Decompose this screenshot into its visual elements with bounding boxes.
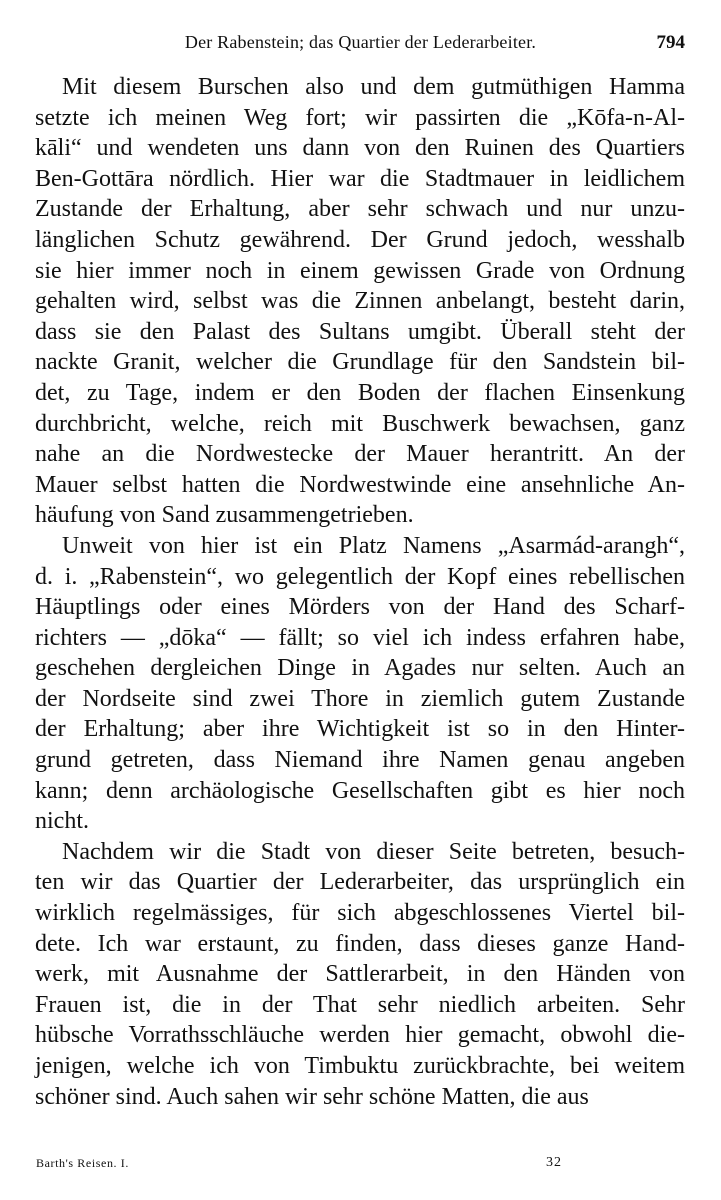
signature-mark: 32 (546, 1155, 562, 1170)
text-line: Mit diesem Burschen also und dem gutmüthigen Hamma (62, 74, 685, 100)
text-line: nahe an die Nordwestecke der Mauer herantritt. An der (35, 441, 685, 468)
text-line: Ben-Gottāra nördlich. Hier war die Stadtmauer in leidlichem (35, 165, 685, 192)
text-line: Zustande der Erhaltung, aber sehr schwach und nur unzu- (35, 196, 685, 223)
text-line: dete. Ich war erstaunt, zu finden, dass dieses ganze Hand- (35, 930, 685, 957)
text-line: schöner sind. Auch sahen wir sehr schöne Matten, die aus (35, 1083, 589, 1110)
text-line: werk, mit Ausnahme der Sattlerarbeit, in den Händen von (35, 961, 685, 988)
text-line: setzte ich meinen Weg fort; wir passirten die „Kōfa-n-Al- (35, 104, 685, 131)
text-line: länglichen Schutz gewährend. Der Grund jedoch, wesshalb (35, 226, 685, 253)
running-title: Der Rabenstein; das Quartier der Lederarbeiter. (184, 32, 537, 52)
text-line: jenigen, welche ich von Timbuktu zurückbrachte, bei weitem (35, 1053, 685, 1079)
paragraph (35, 72, 685, 531)
text-line: häufung von Sand zusammengetrieben. (35, 502, 414, 529)
text-line: wirklich regelmässiges, für sich abgeschlossenes Viertel bil- (35, 900, 685, 927)
text-line: d. i. „Rabenstein“, wo gelegentlich der Kopf eines rebellischen (35, 563, 685, 590)
text-line: Unweit von hier ist ein Platz Namens „Asarmád-arangh“, (62, 532, 685, 559)
text-line: kāli“ und wendeten uns dann von den Ruinen des Quartiers (35, 135, 685, 162)
printer-signature: Barth's Reisen. I. (36, 1156, 129, 1170)
text-line: dass sie den Palast des Sultans umgibt. Überall steht der (35, 318, 685, 345)
text-line: grund getreten, dass Niemand ihre Namen genau angeben (35, 747, 685, 774)
text-line: der Nordseite sind zwei Thore in ziemlich gutem Zustande (35, 685, 685, 712)
text-line: Nachdem wir die Stadt von dieser Seite betreten, besuch- (62, 838, 685, 865)
text-line: Häuptlings oder eines Mörders von der Hand des Scharf- (35, 594, 685, 621)
text-line: kann; denn archäologische Gesellschaften gibt es hier noch (35, 777, 685, 804)
text-line: durchbricht, welche, reich mit Buschwerk bewachsen, ganz (35, 410, 685, 437)
text-line: hübsche Vorrathsschläuche werden hier gemacht, obwohl die- (35, 1022, 685, 1049)
text-line: der Erhaltung; aber ihre Wichtigkeit ist so in den Hinter- (35, 716, 685, 743)
text-line: nicht. (35, 808, 89, 835)
text-line: Frauen ist, die in der That sehr niedlich arbeiten. Sehr (35, 991, 685, 1018)
text-line: sie hier immer noch in einem gewissen Grade von Ordnung (35, 257, 685, 284)
text-line: ten wir das Quartier der Lederarbeiter, das ursprünglich ein (35, 869, 685, 896)
paragraph (35, 531, 685, 837)
text-line: richters — „dōka“ — fällt; so viel ich indess erfahren habe, (35, 624, 685, 651)
paragraph (35, 837, 685, 1112)
text-line: gehalten wird, selbst was die Zinnen anbelangt, besteht darin, (35, 288, 685, 315)
text-line: Mauer selbst hatten die Nordwestwinde eine ansehnliche An- (35, 471, 685, 498)
text-line: nackte Granit, welcher die Grundlage für den Sandstein bil- (35, 349, 685, 376)
page-number: 794 (656, 32, 685, 53)
body-text (35, 72, 685, 1112)
text-line: geschehen dergleichen Dinge in Agades nur selten. Auch an (35, 655, 685, 682)
running-head (36, 32, 685, 60)
text-line: det, zu Tage, indem er den Boden der flachen Einsenkung (35, 379, 685, 406)
